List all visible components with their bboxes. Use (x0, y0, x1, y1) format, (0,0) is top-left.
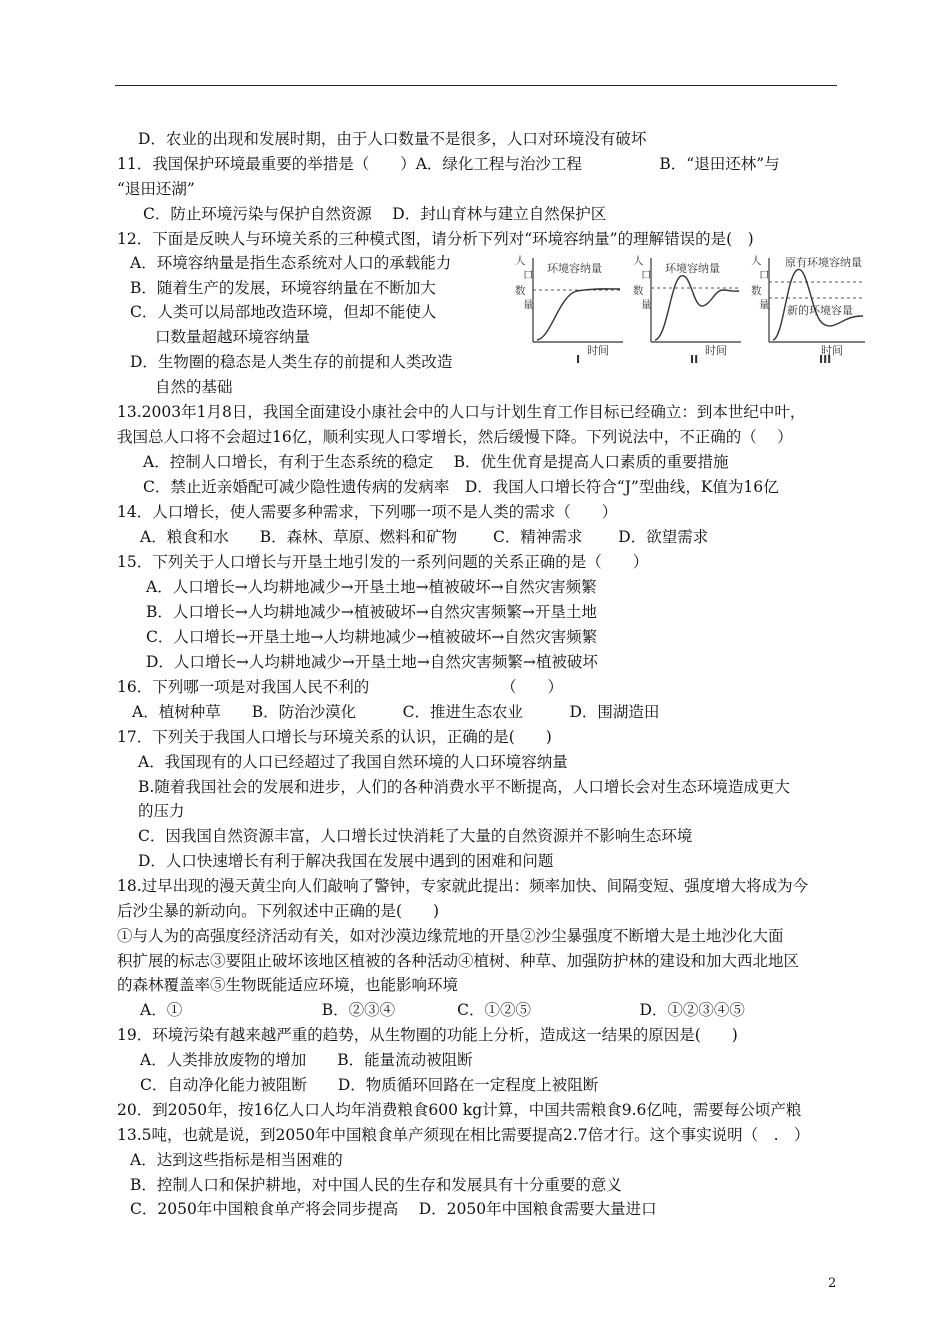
y-label-4: 量 (641, 299, 652, 311)
text-line-l39: C．自动净化能力被阻断 D．物质循环回路在一定程度上被阻断 (140, 1076, 599, 1094)
environment-capacity-figure (505, 250, 875, 370)
panel-numeral: III (819, 353, 832, 366)
text-line-l27: B.随着我国社会的发展和进步，人们的各种消费水平不断提高，人口增长会对生态环境造成更大 (138, 778, 790, 796)
original-capacity-label: 原有环境容纳量 (785, 256, 862, 269)
text-line-l03: “退田还湖” (117, 180, 195, 198)
text-line-l21: C．人口增长→开垦土地→人均耕地减少→植被破坏→自然灾害频繁 (146, 628, 598, 646)
text-line-l33: ①与人为的高强度经济活动有关，如对沙漠边缘荒地的开垦②沙尘暴强度不断增大是土地沙化大面 (117, 927, 784, 945)
y-label-1: 人 (515, 255, 526, 267)
y-label-3: 数 (751, 285, 762, 297)
text-line-l06: A．环境容纳量是指生态系统对人口的承载能力 (130, 254, 452, 272)
panel-numeral: I (576, 353, 581, 366)
text-line-l02: 11．我国保护环境最重要的举措是（ ）A．绿化工程与治沙工程 B．“退田还林”与 (117, 155, 780, 173)
x-label: 时间 (587, 344, 609, 357)
text-line-l20: B．人口增长→人均耕地减少→植被破坏→自然灾害频繁→开垦土地 (146, 603, 597, 621)
panel-3 (751, 254, 865, 366)
text-line-l12: 13.2003年1月8日，我国全面建设小康社会中的人口与计划生育工作目标已经确立：到本世纪中叶， (117, 403, 806, 421)
text-line-l04: C．防止环境污染与保护自然资源 D．封山育林与建立自然保护区 (143, 205, 607, 223)
y-label-2: 口 (641, 269, 652, 281)
text-line-l35: 的森林覆盖率⑤生物既能适应环境，也能影响环境 (117, 976, 459, 994)
y-label-3: 数 (633, 285, 644, 297)
text-line-l09: 口数量超越环境容纳量 (155, 328, 311, 346)
text-line-l08: C．人类可以局部地改造环境，但却不能使人 (130, 303, 437, 321)
x-label: 时间 (821, 344, 843, 357)
x-label: 时间 (705, 344, 727, 357)
text-line-l01: D．农业的出现和发展时期，由于人口数量不是很多，人口对环境没有破坏 (138, 130, 647, 148)
text-line-l10: D．生物圈的稳态是人类生存的前提和人类改造 (130, 353, 453, 371)
text-line-l30: D．人口快速增长有利于解决我国在发展中遇到的困难和问题 (138, 852, 554, 870)
text-line-l29: C．因我国自然资源丰富，人口增长过快消耗了大量的自然资源并不影响生态环境 (138, 827, 693, 845)
text-line-l44: C．2050年中国粮食单产将会同步提高 D．2050年中国粮食需要大量进口 (130, 1200, 657, 1218)
population-curve (655, 276, 739, 340)
y-label-1: 人 (633, 255, 644, 267)
text-line-l40: 20．到2050年，按16亿人口人均年消费粮食600 kg计算，中国共需粮食9.6亿吨，需要每公顷产粮 (117, 1101, 802, 1119)
y-label-3: 数 (515, 285, 526, 297)
text-line-l37: 19．环境污染有越来越严重的趋势，从生物圈的功能上分析，造成这一结果的原因是( ) (117, 1026, 738, 1044)
text-line-l38: A．人类排放废物的增加 B．能量流动被阻断 (140, 1051, 473, 1069)
text-line-l34: 积扩展的标志③要阻止破坏该地区植被的各种活动④植树、种草、加强防护林的建设和加大西北地区 (117, 952, 800, 970)
text-line-l41: 13.5吨，也就是说，到2050年中国粮食单产须现在相比需要提高2.7倍才行。这个事实说明（ . ） (117, 1126, 810, 1144)
text-line-l23: 16．下列哪一项是对我国人民不利的 （ ） (117, 678, 563, 696)
text-line-l16: 14．人口增长，使人需要多种需求，下列哪一项不是人类的需求（ ） (117, 503, 618, 521)
text-line-l24: A．植树种草 B．防治沙漠化 C．推进生态农业 D．围湖造田 (132, 703, 660, 721)
text-line-l19: A．人口增长→人均耕地减少→开垦土地→植被破坏→自然灾害频繁 (146, 578, 597, 596)
panel-1 (515, 254, 623, 366)
text-line-l22: D．人口增长→人均耕地减少→开垦土地→自然灾害频繁→植被破坏 (146, 653, 598, 671)
y-label-2: 口 (523, 269, 534, 281)
text-line-l17: A．粮食和水 B．森林、草原、燃料和矿物 C．精神需求 D．欲望需求 (140, 528, 709, 546)
text-line-l13: 我国总人口将不会超过16亿，顺利实现人口零增长，然后缓慢下降。下列说法中，不正确的（ ） (117, 428, 793, 446)
capacity-label: 环境容纳量 (665, 262, 720, 275)
text-line-l43: B．控制人口和保护耕地，对中国人民的生存和发展具有十分重要的意义 (130, 1176, 622, 1194)
page-number: 2 (828, 1276, 837, 1291)
text-line-l11: 自然的基础 (155, 378, 233, 396)
y-label-1: 人 (751, 255, 762, 267)
text-line-l31: 18.过早出现的漫天黄尘向人们敲响了警钟，专家就此提出：频率加快、间隔变短、强度增大将成为今 (117, 877, 809, 895)
y-label-4: 量 (523, 299, 534, 311)
text-line-l28: 的压力 (138, 802, 185, 820)
text-line-l07: B．随着生产的发展，环境容纳量在不断加大 (130, 279, 436, 297)
y-label-4: 量 (759, 299, 770, 311)
text-line-l36: A．① B．②③④ C．①②⑤ D．①②③④⑤ (140, 1001, 745, 1019)
capacity-label: 环境容纳量 (547, 262, 602, 275)
new-capacity-label: 新的环境容量 (787, 304, 853, 317)
population-curve (537, 289, 620, 340)
text-line-l05: 12．下面是反映人与环境关系的三种模式图，请分析下列对“环境容纳量”的理解错误的是( ) (117, 230, 754, 248)
text-line-l15: C．禁止近亲婚配可减少隐性遗传病的发病率 D．我国人口增长符合“J”型曲线，K值为16亿 (143, 478, 779, 496)
text-line-l26: A．我国现有的人口已经超过了我国自然环境的人口环境容纳量 (138, 753, 568, 771)
y-label-2: 口 (759, 269, 770, 281)
panel-2 (633, 254, 741, 366)
text-line-l32: 后沙尘暴的新动向。下列叙述中正确的是( ) (117, 902, 440, 920)
text-line-l18: 15．下列关于人口增长与开垦土地引发的一系列问题的关系正确的是（ ） (117, 553, 649, 571)
text-line-l25: 17．下列关于我国人口增长与环境关系的认识，正确的是( ) (117, 728, 552, 746)
text-line-l42: A．达到这些指标是相当困难的 (130, 1151, 343, 1169)
text-line-l14: A．控制人口增长，有利于生态系统的稳定 B．优生优育是提高人口素质的重要措施 (143, 453, 729, 471)
panel-numeral: II (690, 353, 699, 366)
header-rule (115, 85, 837, 86)
